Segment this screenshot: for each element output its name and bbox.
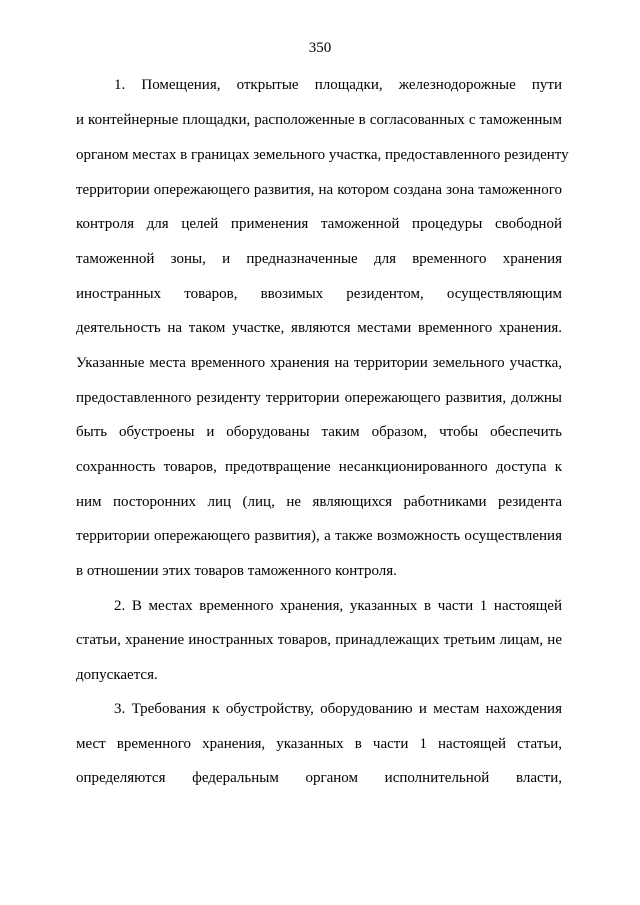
paragraph-1-line: таможенной зоны, и предназначенные для временного хранения	[76, 251, 562, 267]
paragraph-2-line: статьи, хранение иностранных товаров, принадлежащих третьим лицам, не	[76, 632, 562, 648]
paragraph-1-line: 1. Помещения, открытые площадки, железнодорожные пути	[114, 77, 562, 93]
paragraph-1-line: Указанные места временного хранения на территории земельного участка,	[76, 355, 562, 371]
paragraph-2-line: 2. В местах временного хранения, указанных в части 1 настоящей	[114, 598, 562, 614]
paragraph-1-line: контроля для целей применения таможенной процедуры свободной	[76, 216, 562, 232]
paragraph-3-line: определяются федеральным органом исполнительной власти,	[76, 770, 562, 786]
page-number: 350	[308, 40, 332, 56]
paragraph-1-line: предоставленного резиденту территории опережающего развития, должны	[76, 390, 562, 406]
paragraph-1-line: территории опережающего развития), а также возможность осуществления	[76, 528, 562, 544]
paragraph-2-line: допускается.	[76, 667, 158, 683]
paragraph-1-line: и контейнерные площадки, расположенные в согласованных с таможенным	[76, 112, 562, 128]
paragraph-1-line: быть обустроены и оборудованы таким образом, чтобы обеспечить	[76, 424, 562, 440]
paragraph-3-line: 3. Требования к обустройству, оборудованию и местам нахождения	[114, 701, 562, 717]
paragraph-3-line: мест временного хранения, указанных в части 1 настоящей статьи,	[76, 736, 562, 752]
paragraph-1-line: органом местах в границах земельного участка, предоставленного резиденту	[76, 147, 569, 163]
paragraph-1-line: иностранных товаров, ввозимых резидентом, осуществляющим	[76, 286, 562, 302]
paragraph-1-line: деятельность на таком участке, являются местами временного хранения.	[76, 320, 562, 336]
paragraph-1-line: территории опережающего развития, на котором создана зона таможенного	[76, 182, 562, 198]
paragraph-1-line: ним посторонних лиц (лиц, не являющихся работниками резидента	[76, 494, 562, 510]
paragraph-1-line: в отношении этих товаров таможенного контроля.	[76, 563, 397, 579]
paragraph-1-line: сохранность товаров, предотвращение несанкционированного доступа к	[76, 459, 562, 475]
